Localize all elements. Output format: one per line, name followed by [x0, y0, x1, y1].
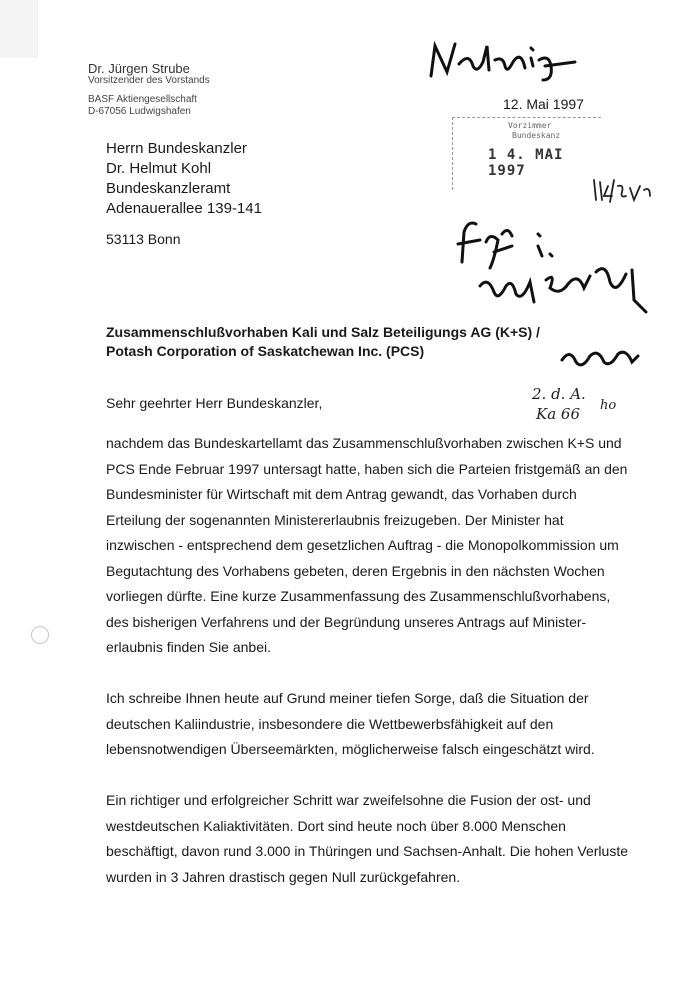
- recipient-line: Bundeskanzleramt: [106, 180, 231, 197]
- scan-corner-shadow: [0, 0, 38, 58]
- body-line: beschäftigt, davon rund 3.000 in Thüringen und Sachsen-Anhalt. Die hohen Verluste: [106, 843, 628, 859]
- body-line: wurden in 3 Jahren drastisch gegen Null zurückgefahren.: [106, 868, 461, 885]
- file-code-line-1: 2. d. A.: [532, 385, 586, 403]
- body-line: Bundesminister für Wirtschaft mit dem Antrag gewandt, das Vorhaben durch: [106, 486, 577, 502]
- sender-city: D-67056 Ludwigshafen: [88, 106, 191, 117]
- stamp-line-2: Bundeskanz: [512, 131, 561, 140]
- handwritten-ref-text: [636, 190, 639, 191]
- body-line: westdeutschen Kaliaktivitäten. Dort sind heute noch über 8.000 Menschen: [106, 817, 566, 834]
- handwritten-reference: [590, 176, 660, 206]
- sender-company: BASF Aktiengesellschaft: [88, 94, 197, 105]
- sender-name: Dr. Jürgen Strube: [88, 61, 190, 76]
- body-line: des bisherigen Verfahrens und der Begründung unseres Antrags auf Minister-: [106, 613, 587, 630]
- subject-line-2: Potash Corporation of Saskatchewan Inc. (PCS): [106, 343, 425, 359]
- body-paragraph: [106, 686, 606, 763]
- recipient-line: Dr. Helmut Kohl: [106, 160, 212, 177]
- body-line: erlaubnis finden Sie anbei.: [106, 639, 272, 655]
- recipient-line: Herrn Bundeskanzler: [106, 140, 247, 157]
- handwritten-signature-top: [425, 36, 585, 84]
- body-line: lebensnotwendigen Überseemärkten, möglicherweise falsch eingeschätzt wird.: [106, 741, 595, 757]
- body-line: PCS Ende Februar 1997 untersagt hatte, haben sich die Parteien fristgemäß an den: [106, 460, 628, 477]
- subject-line-1: Zusammenschlußvorhaben Kali und Salz Beteiligungs AG (K+S) /: [106, 324, 540, 340]
- stamp-line-1: Vorzimmer: [508, 121, 552, 130]
- receipt-stamp: [452, 117, 600, 189]
- body-line: nachdem das Bundeskartellamt das Zusammenschlußvorhaben zwischen K+S und: [106, 435, 622, 451]
- handwritten-initials: ho: [600, 398, 617, 413]
- handwritten-note: [450, 212, 660, 372]
- body-line: deutschen Kaliindustrie, insbesondere die Wettbewerbsfähigkeit auf den: [106, 715, 554, 732]
- letter-date: 12. Mai 1997: [503, 96, 584, 112]
- body-paragraph: [106, 788, 628, 890]
- recipient-line: Adenauerallee 139-141: [106, 200, 262, 217]
- body-line: Erteilung der sogenannten Ministererlaubnis freizugeben. Der Minister hat: [106, 511, 564, 528]
- handwritten-file-code: [532, 384, 586, 424]
- body-line: Ein richtiger und erfolgreicher Schritt war zweifelsohne die Fusion der ost- und: [106, 792, 591, 808]
- body-line: vorliegen dürfte. Eine kurze Zusammenfassung des Zusammenschlußvorhabens,: [106, 588, 611, 604]
- body-line: Ich schreibe Ihnen heute auf Grund meiner tiefen Sorge, daß die Situation der: [106, 690, 589, 706]
- recipient-zip-city: 53113 Bonn: [106, 231, 181, 247]
- salutation: Sehr geehrter Herr Bundeskanzler,: [106, 395, 323, 411]
- body-line: Begutachtung des Vorhabens gebeten, deren Ergebnis in den nächsten Wochen: [106, 562, 605, 579]
- file-code-line-2: Ka 66: [536, 405, 581, 423]
- sender-role: Vorsitzender des Vorstands: [88, 75, 210, 86]
- body-paragraph: [106, 431, 628, 661]
- body-line: inzwischen - entsprechend dem gesetzlichen Auftrag - die Monopolkommission um: [106, 537, 619, 553]
- punch-hole: [31, 626, 49, 644]
- stamp-date: 1 4. MAI 1997: [488, 147, 564, 179]
